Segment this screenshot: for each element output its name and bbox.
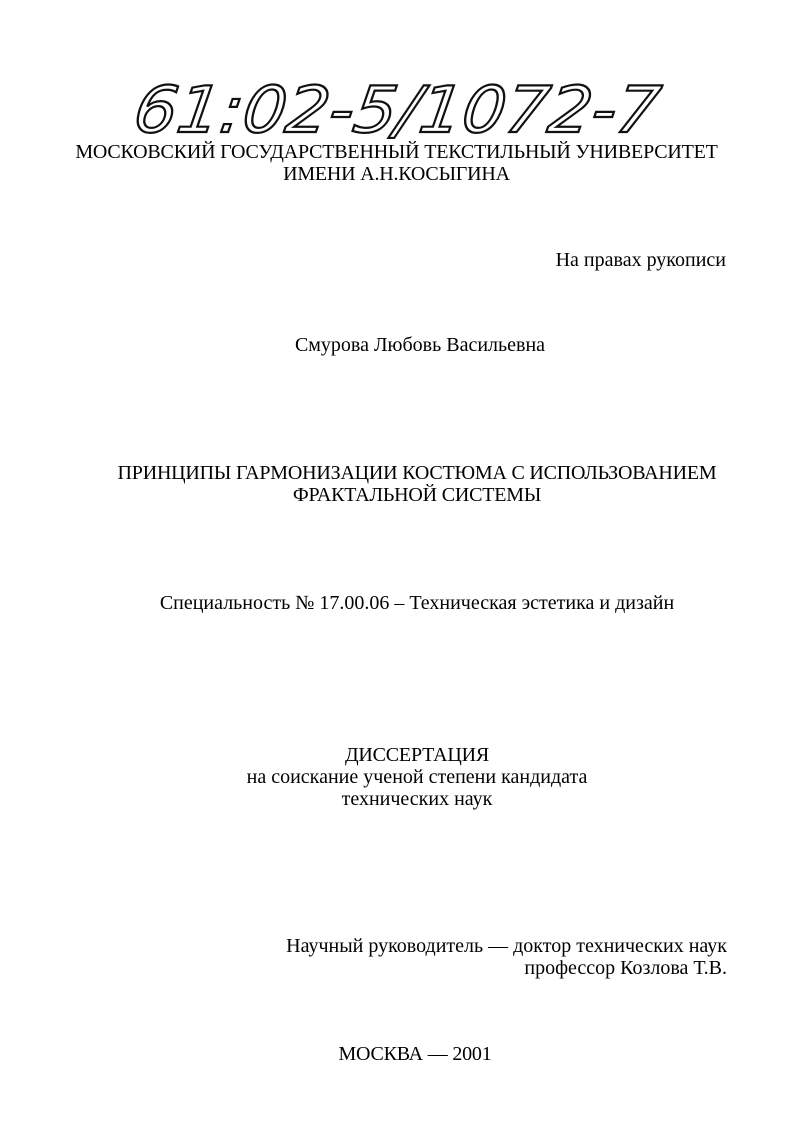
university-name-line1: МОСКОВСКИЙ ГОСУДАРСТВЕННЫЙ ТЕКСТИЛЬНЫЙ УНИВЕРСИТЕТ — [75, 141, 718, 163]
specialty: Специальность № 17.00.06 – Техническая эстетика и дизайн — [159, 592, 675, 614]
title-line2: ФРАКТАЛЬНОЙ СИСТЕМЫ — [292, 484, 542, 506]
handwritten-code-drawing — [129, 72, 680, 152]
supervisor-line2: профессор Козлова Т.В. — [524, 957, 727, 979]
manuscript-note: На правах рукописи — [555, 249, 726, 271]
dissertation-line2: технических наук — [341, 788, 493, 810]
author-name: Смурова Любовь Васильевна — [294, 334, 546, 356]
title-line1: ПРИНЦИПЫ ГАРМОНИЗАЦИИ КОСТЮМА С ИСПОЛЬЗОВАНИЕМ — [117, 462, 717, 484]
city-year: МОСКВА — 2001 — [338, 1043, 492, 1065]
university-name-line2: ИМЕНИ А.Н.КОСЫГИНА — [283, 163, 510, 185]
handwritten-code-text: 61:02-5/1072-7 — [129, 73, 637, 148]
supervisor-line1: Научный руководитель — доктор технических наук — [286, 935, 727, 957]
dissertation-heading: ДИССЕРТАЦИЯ — [344, 744, 490, 766]
handwritten-archive-code — [129, 72, 680, 152]
dissertation-line1: на соискание ученой степени кандидата — [246, 766, 588, 788]
